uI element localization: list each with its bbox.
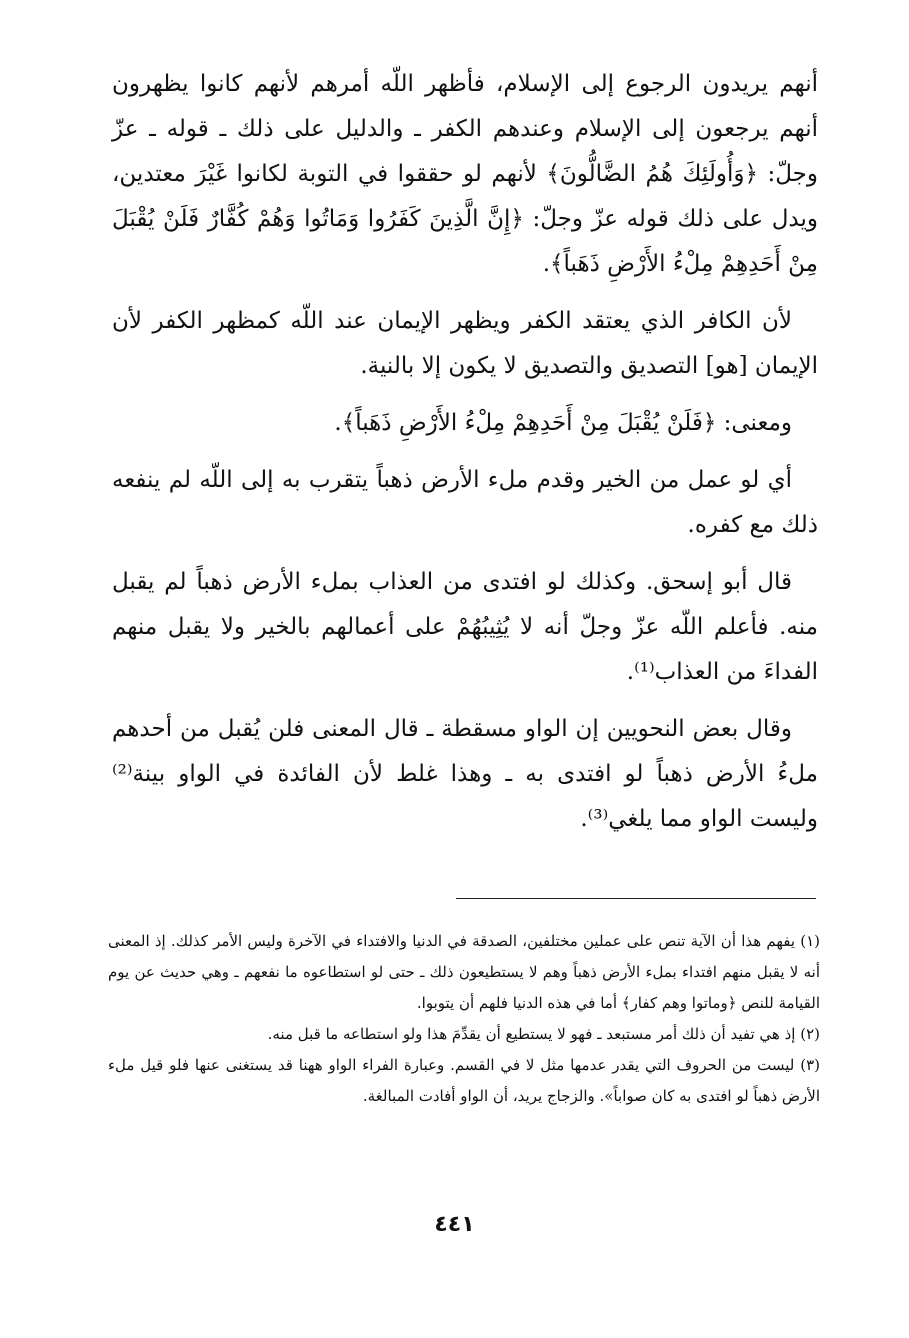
paragraph-3: ومعنى: ﴿فَلَنْ يُقْبَلَ مِنْ أَحَدِهِمْ مِلْءُ الأَرْضِ ذَهَباً﴾.: [334, 410, 792, 436]
footnote-2: (٢) إذ هي تفيد أن ذلك أمر مستبعد ـ فهو لا يستطيع أن يقدِّمَ هذا ولو استطاعه ما قبل منه.: [267, 1025, 820, 1043]
paragraph-4: أي لو عمل من الخير وقدم ملء الأرض ذهباً يتقرب به إلى اللّه لم ينفعه ذلك مع كفره.: [112, 467, 818, 538]
paragraph-5: قال أبو إسحق. وكذلك لو افتدى من العذاب بملء الأرض ذهباً لم يقبل منه. فأعلم اللّه عزّ وجلّ أنه لا يُثِيبُهُمْ على أعمالهم بالخير ولا يقبل منهم الفداءَ من العذاب⁽¹⁾.: [112, 569, 818, 685]
paragraph-6: وقال بعض النحويين إن الواو مسقطة ـ قال المعنى فلن يُقبل من أحدهم ملءُ الأرض ذهباً لو افتدى به ـ وهذا غلط لأن الفائدة في الواو بينة⁽²⁾ وليست الواو مما يلغي⁽³⁾.: [112, 716, 818, 832]
footnote-separator: [456, 898, 816, 899]
paragraph-2: لأن الكافر الذي يعتقد الكفر ويظهر الإيمان عند اللّه كمظهر الكفر لأن الإيمان [هو] التصديق والتصديق لا يكون إلا بالنية.: [112, 308, 818, 379]
main-text: [112, 62, 818, 842]
page-number: ٤٤١: [434, 1212, 475, 1237]
footnote-1: (١) يفهم هذا أن الآية تنص على عملين مختلفين، الصدقة في الدنيا والافتداء في الآخرة وليس الأمر كذلك. إذ المعنى أنه لا يقبل منهم افتداء بملء الأرض ذهباً وهم لا يستطيعون ذلك ـ حتى لو استطاعوه ما نفعهم ـ وهي حديث عن يوم القيامة للنص ﴿وماتوا وهم كفار﴾ أما في هذه الدنيا فلهم أن يتوبوا.: [108, 932, 820, 1012]
footnotes: [108, 926, 820, 1112]
paragraph-1: أنهم يريدون الرجوع إلى الإسلام، فأظهر اللّه أمرهم لأنهم كانوا يظهرون أنهم يرجعون إلى الإسلام وعندهم الكفر ـ والدليل على ذلك ـ قوله ـ عزّ وجلّ: ﴿وَأُولَئِكَ هُمُ الضَّالُّونَ﴾ لأنهم لو حققوا في التوبة لكانوا غَيْرَ معتدين، ويدل على ذلك قوله عزّ وجلّ: ﴿إِنَّ الَّذِينَ كَفَرُوا وَمَاتُوا وَهُمْ كُفَّارٌ فَلَنْ يُقْبَلَ مِنْ أَحَدِهِمْ مِلْءُ الأَرْضِ ذَهَباً﴾.: [112, 71, 819, 277]
footnote-3: (٣) ليست من الحروف التي يقدر عدمها مثل لا في القسم. وعبارة الفراء الواو ههنا قد يستغنى عنها فلو قيل ملء الأرض ذهباً لو افتدى به كان صواباً». والزجاج يريد، أن الواو أفادت المبالغة.: [108, 1056, 820, 1105]
